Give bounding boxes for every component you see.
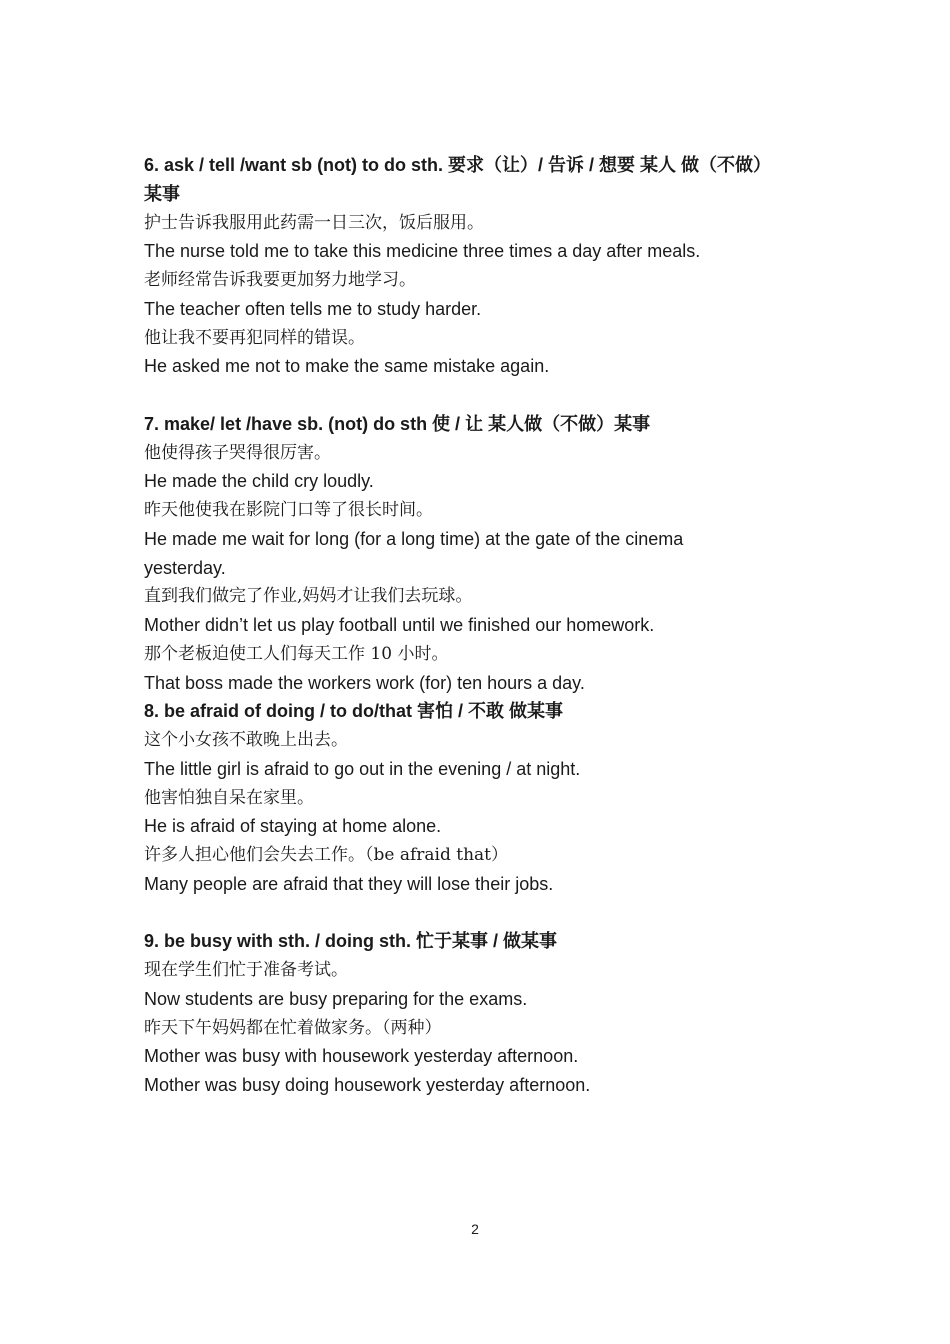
example-chinese: 他害怕独自呆在家里。: [144, 787, 314, 808]
example-english: He asked me not to make the same mistake again.: [144, 356, 550, 377]
page-content: [144, 151, 824, 1100]
example-english: Mother didn’t let us play football until we finished our homework.: [144, 615, 655, 635]
example-english: The little girl is afraid to go out in the evening / at night.: [144, 758, 581, 779]
example-english: The teacher often tells me to study harder.: [144, 298, 482, 319]
example-chinese: 老师经常告诉我要更加努力地学习。: [144, 270, 416, 290]
example-chinese: 那个老板迫使工人们每天工作 10 小时。: [144, 643, 449, 664]
example-chinese: 现在学生们忙于准备考试。: [144, 960, 348, 980]
example-english: Mother was busy with housework yesterday afternoon.: [144, 1046, 579, 1067]
example-english: Mother was busy doing housework yesterday afternoon.: [144, 1075, 591, 1095]
section-9-heading: 9. be busy with sth. / doing sth. 忙于某事 / 做某事: [144, 931, 558, 952]
example-chinese: 他使得孩子哭得很厉害。: [144, 442, 331, 463]
example-english: Many people are afraid that they will lose their jobs.: [144, 873, 554, 894]
example-english: He made the child cry loudly.: [144, 471, 374, 492]
page-number: 2: [471, 1221, 479, 1237]
example-chinese: 他让我不要再犯同样的错误。: [144, 327, 365, 348]
example-chinese: 这个小女孩不敢晚上出去。: [144, 730, 348, 750]
example-english: That boss made the workers work (for) ten hours a day.: [144, 672, 585, 693]
example-english-continued: yesterday.: [144, 557, 226, 578]
example-english: He made me wait for long (for a long time) at the gate of the cinema: [144, 528, 684, 549]
example-chinese: 昨天下午妈妈都在忙着做家务。（两种）: [144, 1017, 442, 1038]
example-english: He is afraid of staying at home alone.: [144, 816, 442, 837]
section-6-heading-continued: 某事: [144, 183, 180, 204]
section-8-heading: 8. be afraid of doing / to do/that 害怕 / 不敢 做某事: [144, 701, 563, 722]
section-6-heading: 6. ask / tell /want sb (not) to do sth. 要求（让）/ 告诉 / 想要 某人 做（不做）: [144, 155, 772, 175]
example-chinese: 护士告诉我服用此药需一日三次，饭后服用。: [144, 212, 484, 233]
example-english: The nurse told me to take this medicine three times a day after meals.: [144, 241, 701, 262]
example-chinese: 直到我们做完了作业,妈妈才让我们去玩球。: [144, 586, 473, 607]
section-7-heading: 7. make/ let /have sb. (not) do sth 使 / 让 某人做（不做）某事: [144, 413, 651, 434]
section-spacer: [144, 899, 824, 928]
section-spacer: [144, 381, 824, 410]
example-chinese: 昨天他使我在影院门口等了很长时间。: [144, 500, 433, 520]
example-chinese: 许多人担心他们会失去工作。（be afraid that）: [144, 845, 509, 865]
example-english: Now students are busy preparing for the exams.: [144, 988, 528, 1009]
